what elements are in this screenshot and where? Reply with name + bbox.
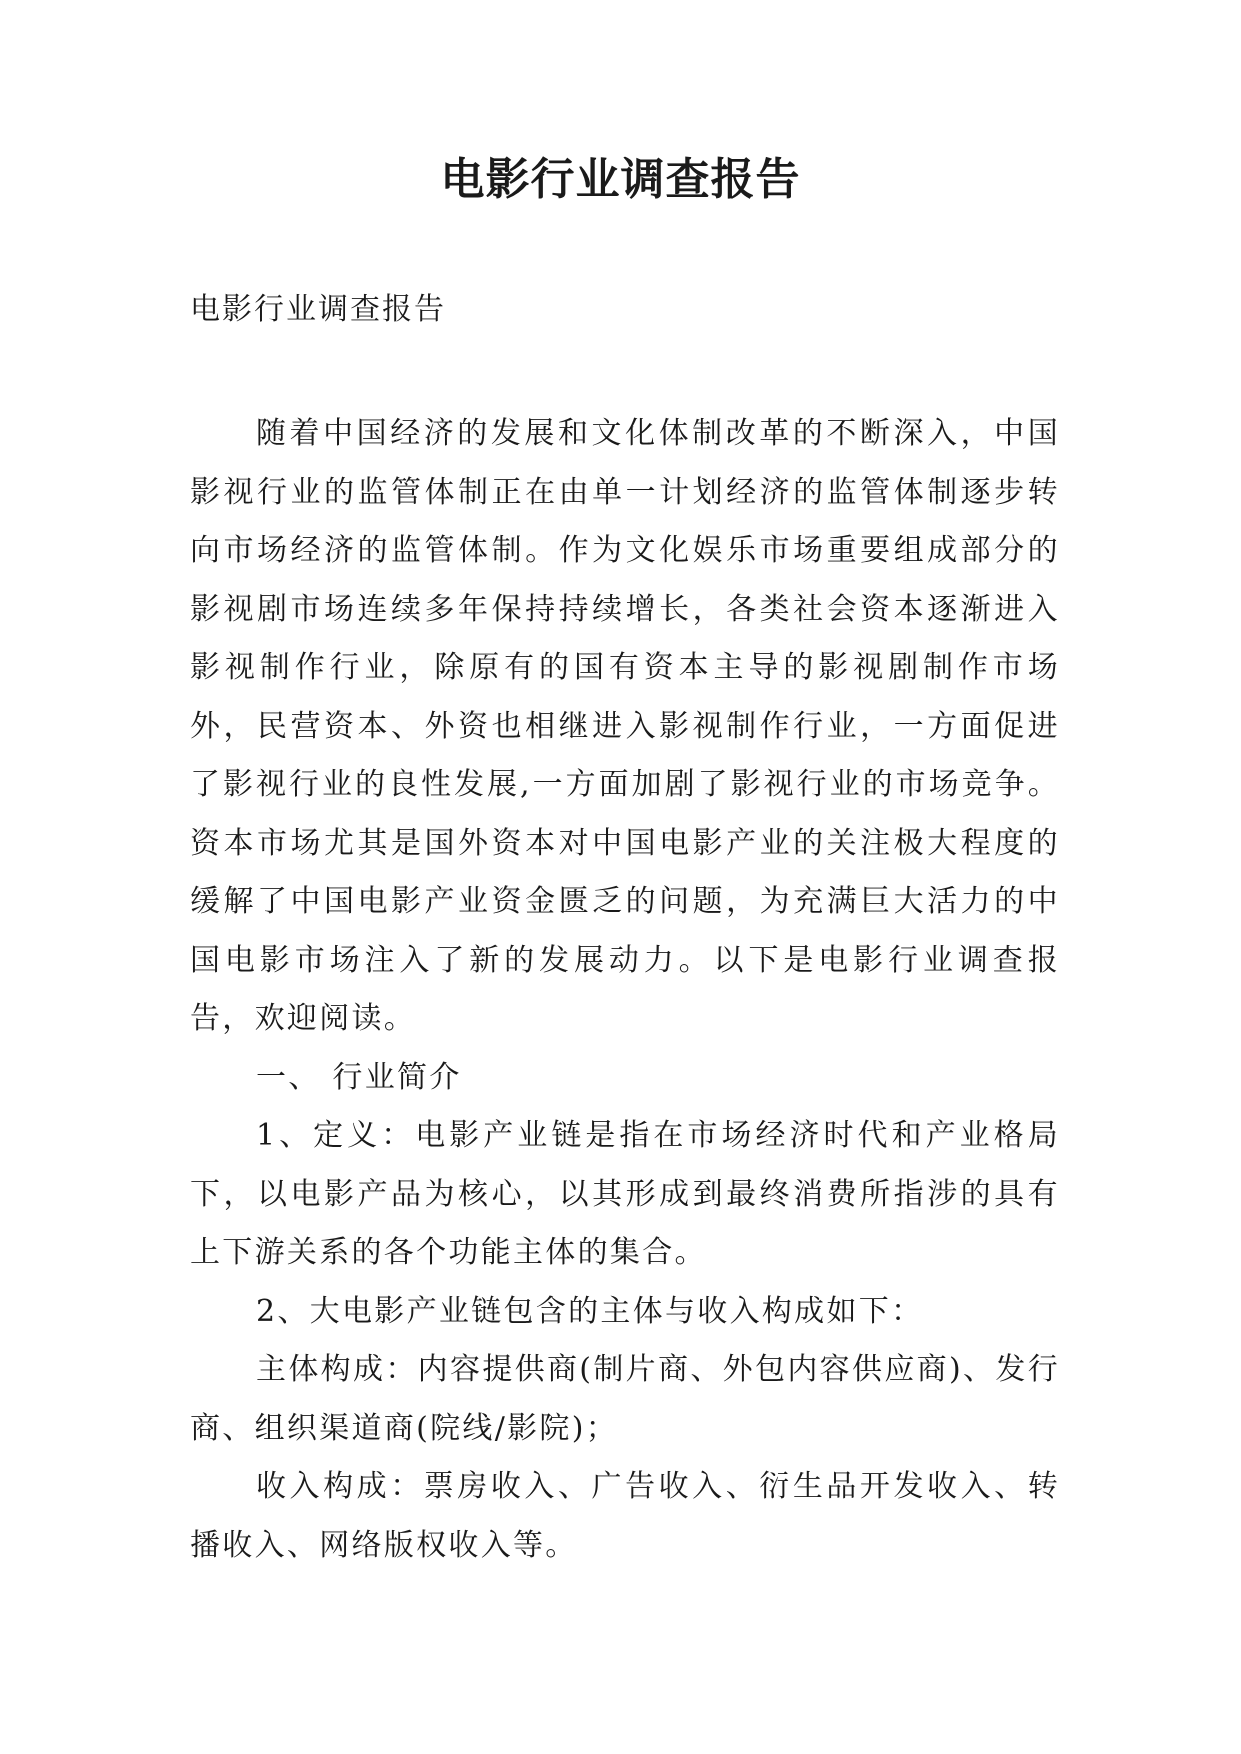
paragraph-revenue-composition: 收入构成：票房收入、广告收入、衍生品开发收入、转播收入、网络版权收入等。 (190, 1469, 1060, 1563)
paragraph-industry-chain: 2、大电影产业链包含的主体与收入构成如下： (256, 1293, 924, 1329)
section-heading-industry-overview: 一、 行业简介 (256, 1059, 462, 1095)
paragraph-intro: 随着中国经济的发展和文化体制改革的不断深入，中国影视行业的监管体制正在由单一计划经济的监管体制逐步转向市场经济的监管体制。作为文化娱乐市场重要组成部分的影视剧市场连续多年保持持续增长，各类社会资本逐渐进入影视制作行业，除原有的国有资本主导的影视剧制作市场外，民营资本、外资也相继进入影视制作行业，一方面促进了影视行业的良性发展,一方面加剧了影视行业的市场竞争。资本市场尤其是国外资本对中国电影产业的关注极大程度的缓解了中国电影产业资金匮乏的问题，为充满巨大活力的中国电影市场注入了新的发展动力。以下是电影行业调查报告，欢迎阅读。 (190, 416, 1060, 1036)
document-body (190, 405, 1060, 1575)
paragraph-entity-composition: 主体构成：内容提供商(制片商、外包内容供应商)、发行商、组织渠道商(院线/影院)； (190, 1352, 1060, 1446)
paragraph-definition: 1、定义：电影产业链是指在市场经济时代和产业格局下，以电影产品为核心，以其形成到最终消费所指涉的具有上下游关系的各个功能主体的集合。 (190, 1118, 1060, 1270)
document-title: 电影行业调查报告 (440, 154, 801, 205)
document-subtitle: 电影行业调查报告 (190, 292, 446, 327)
